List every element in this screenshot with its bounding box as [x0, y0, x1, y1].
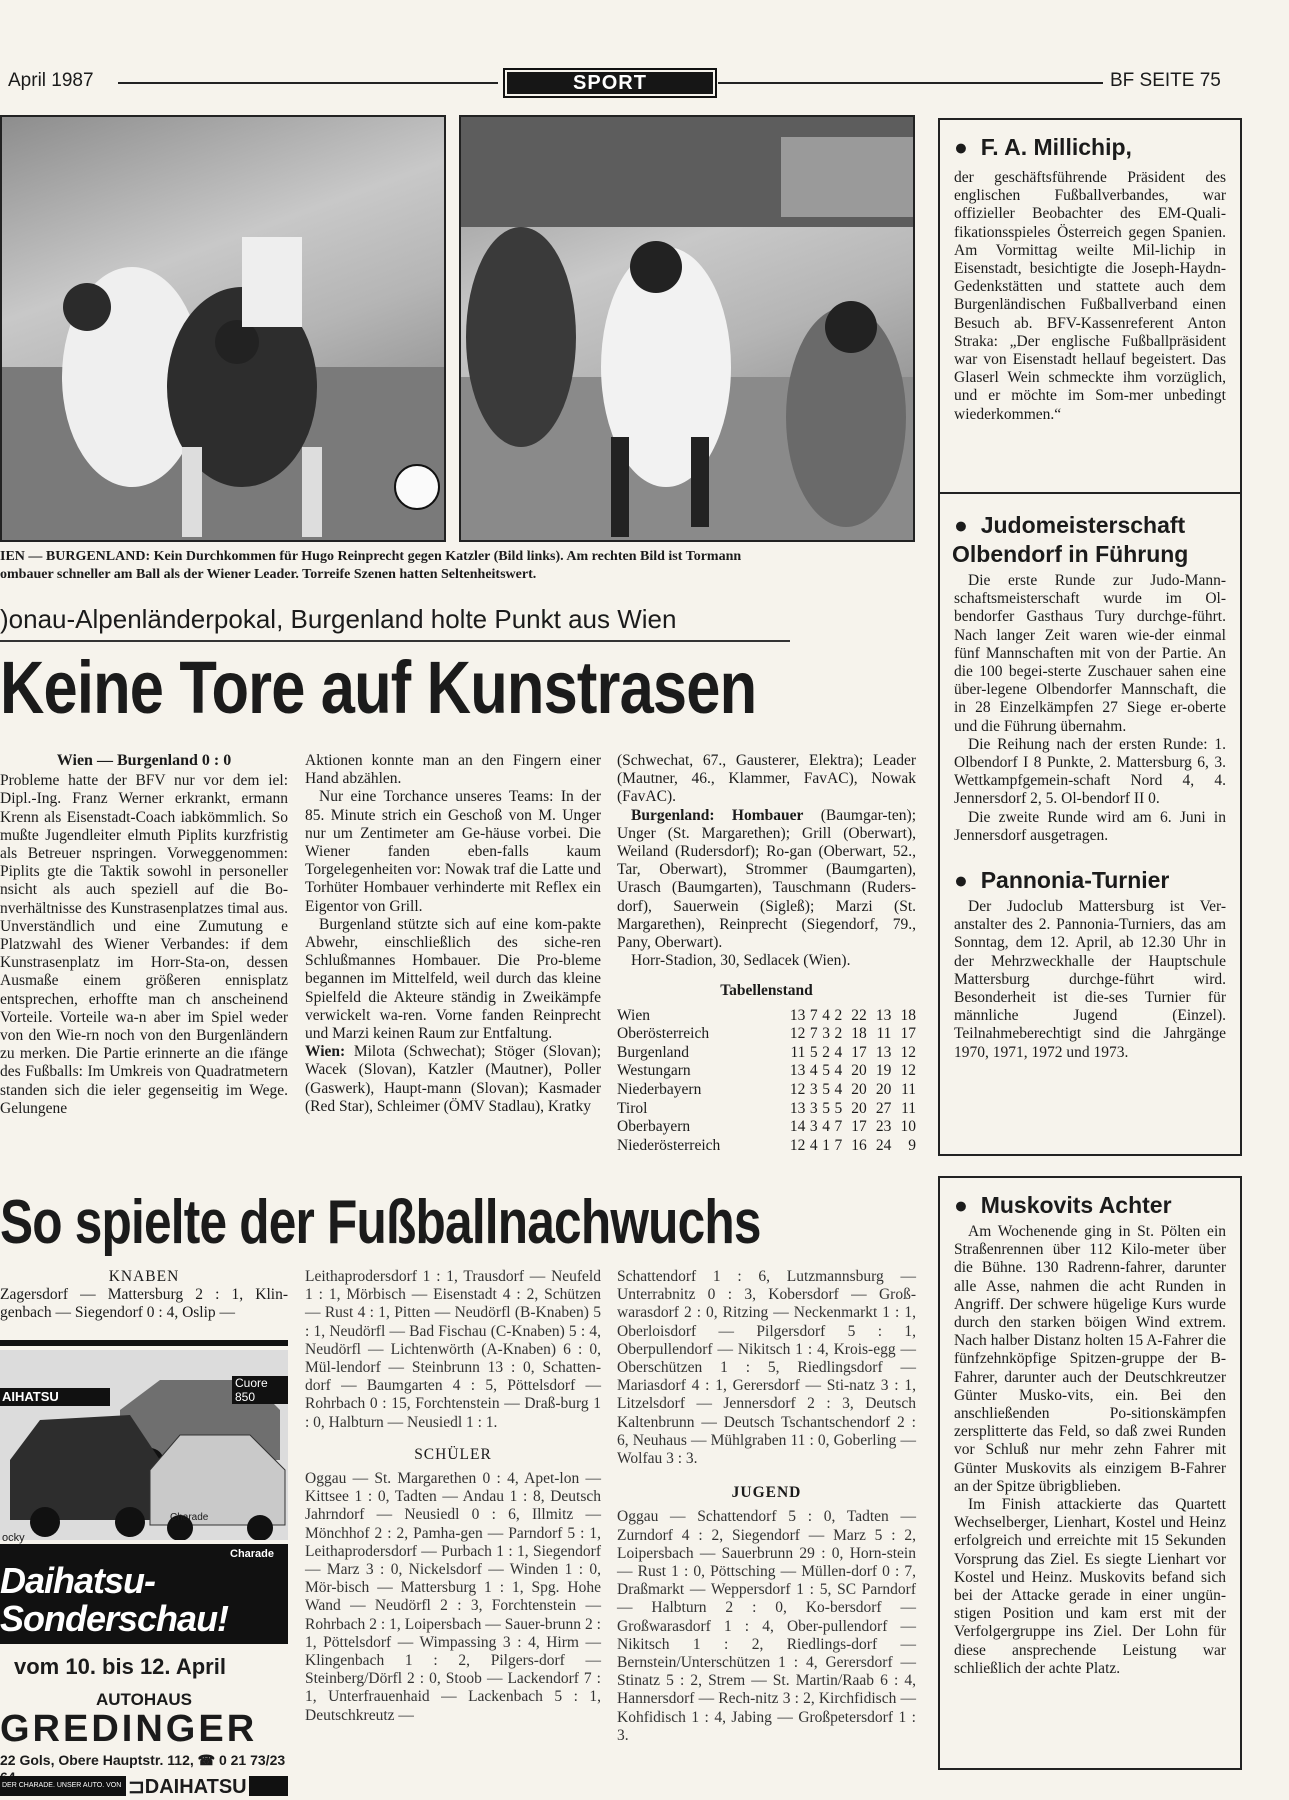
table-cell: 7: [834, 1136, 843, 1154]
standings-table: [617, 1007, 916, 1156]
table-cell: 12: [789, 1025, 806, 1043]
photo-soccer-icon: [2, 117, 444, 540]
ad-dealer-label: AUTOHAUS: [95, 1690, 193, 1709]
table-cell: 3: [822, 1025, 830, 1043]
table-row: [617, 1081, 916, 1100]
table-cell: 20: [851, 1081, 867, 1099]
judo-paragraph-2: Die Reihung nach der ersten Runde: 1. Olbendorf I 8 Punkte, 2. Mattersburg 6, 3. Wettkampfgemein-schaft Nord 4, 4. Jennersdorf 2, 5. Ol-bendorf II 0.: [954, 735, 1226, 808]
table-cell: 2: [834, 1025, 843, 1043]
ad-footer-brand: [126, 1774, 249, 1799]
table-cell: 11: [790, 1043, 806, 1061]
table-cell: 7: [809, 1006, 818, 1024]
nachwuchs-headline: So spielte der Fußballnachwuchs: [0, 1188, 761, 1257]
nachwuchs-column-3: [617, 1268, 916, 1745]
millichip-text: der geschäftsführende Präsident des englischen Fußballverbandes, war offizieller Beobachter des EM-Quali-fikationsspieles Österreich gegen Spanien. Am Vormittag weilte Mil-lichip in Eisenstadt, besichtigte die Joseph-Haydn-Gedenkstätten und stattete auch dem Burgenländischen Fußballverband einen Besuch ab. BFV-Kassenreferent Anton Straka: „Der englische Fußballpräsident war von Eisenstadt hellauf begeistert. Das Glaserl Wein schmeckte ihm vorzüglich, und er möchte im Som-mer unbedingt wiederkommen.“: [954, 169, 1226, 423]
table-cell: 5: [834, 1099, 843, 1117]
col2-paragraph-3: Burgenland stützte sich auf eine kom-pakte Abwehr, einschließlich des siche-ren Schlußmannes Hombauer. Die Pro-bleme begannen im Mittelfeld, weil durch das kleine Spielfeld die Akteure ständig in Zweikämpfe verwickelt wa-ren. Vorne fanden Reinprecht und Marzi keinen Raum zur Entfaltung.: [305, 915, 601, 1043]
muskovits-title-text: Muskovits Achter: [980, 1192, 1172, 1218]
daihatsu-logo-icon: ⊐: [128, 1776, 145, 1798]
pannonia-title-text: Pannonia-Turnier: [980, 867, 1170, 894]
caption-line-2: ombauer schneller am Ball als der Wiener Leader. Torreife Szenen hatten Seltenheitswert.: [0, 567, 537, 582]
table-cell: 17: [851, 1043, 867, 1061]
table-cell: 5: [822, 1081, 830, 1099]
table-cell: 2: [822, 1043, 830, 1061]
table-cell: 4: [834, 1081, 843, 1099]
table-cell: 12: [900, 1043, 916, 1061]
table-cell: 13: [789, 1062, 806, 1080]
col3-paragraph-1: (Schwechat, 67., Gausterer, Elektra); Leader (Mautner, 46., Klammer, FavAC), Nowak (FavAC).: [617, 752, 916, 806]
judo-title-line2: Olbendorf in Führung: [952, 541, 1189, 567]
col3-paragraph-3: Horr-Stadion, 30, Sedlacek (Wien).: [631, 952, 851, 970]
table-cell: 4: [822, 1006, 830, 1024]
lineup-wien-text: Milota (Schwechat); Stöger (Slovan); Wacek (Slovan), Katzler (Mautner), Poller (Gaswerk), Haupt-mann (Slovan); Kasmader (Red Star), Schleimer (ÖMV Stadlau), Kratky: [305, 1043, 601, 1115]
table-cell: 13: [875, 1043, 892, 1061]
caption-line-1: IEN — BURGENLAND: Kein Durchkommen für Hugo Reinprecht gegen Katzler (Bild links). Am rechten Bild ist Tormann: [0, 549, 742, 564]
nachwuchs-column-2: [305, 1268, 601, 1725]
photo-soccer-icon: [461, 117, 913, 540]
bullet-icon: ●: [954, 512, 968, 538]
car-label-charade: Charade: [170, 1512, 209, 1523]
table-cell: 3: [809, 1118, 818, 1136]
table-row: [617, 1137, 916, 1156]
table-cell: 22: [851, 1006, 867, 1024]
table-row: [617, 1044, 916, 1063]
schueler-heading: SCHÜLER: [414, 1445, 492, 1463]
ad-address: 22 Gols, Obere Hauptstr. 112, ☎ 0 21 73/23: [0, 1752, 286, 1768]
col2-paragraph-2: Nur eine Torchance unseres Teams: In der 85. Minute strich ein Geschoß von M. Unger nur um Zentimeter am Ge-häuse vorbei. Die Wiener fanden eben-falls kaum Torgelegenheiten vor: Nowak traf die Latte und Torhüter Hombauer verhinderte mit Reflex ein Eigentor von Grill.: [305, 788, 601, 915]
header-rule-left: [118, 82, 498, 84]
ad-headline-2: Sonderschau!: [0, 1598, 229, 1639]
table-cell: 24: [875, 1136, 892, 1154]
table-cell: 11: [876, 1025, 892, 1043]
ad-footer-small: DER CHARADE. UNSER AUTO. VON: [2, 1782, 122, 1789]
table-cell: 13: [789, 1006, 806, 1024]
table-cell: 17: [900, 1025, 916, 1043]
table-row: [617, 1118, 916, 1137]
table-cell: 20: [851, 1062, 867, 1080]
knaben-heading: KNABEN: [108, 1268, 180, 1285]
table-cell: 14: [789, 1118, 806, 1136]
table-cell: 16: [851, 1136, 867, 1154]
match-result-heading: Wien — Burgenland 0 : 0: [56, 752, 232, 769]
team-name: Wien: [617, 1006, 650, 1024]
table-cell: 4: [834, 1043, 843, 1061]
table-cell: 3: [809, 1081, 818, 1099]
table-cell: 4: [809, 1136, 818, 1154]
ad-dealer-name: GREDINGER: [0, 1708, 258, 1750]
article-column-1: [0, 752, 288, 1118]
table-cell: 1: [822, 1136, 830, 1154]
table-row: [617, 1025, 916, 1044]
muskovits-paragraph-1: Am Wochenende ging in St. Pölten ein Straßenrennen über 112 Kilo-meter über die Bühne. 130 Radrenn-fahrer, darunter alle Asse, nahmen die acht Runden in Angriff. Der schwere hügelige Kurs wurde durch den starken böigen Wind extrem. Nach halber Distanz holten 15 A-Fahrer die fünfzehnköpfige Spitzen-gruppe der B-Fahrer, darunter auch der Deutschkreutzer Günter Musko-vits, ein. Bei den anschließenden Po-sitionskämpfen zersplitterte das Feld, so daß zwei Runden vor Schluß nur mehr zehn Fahrer mit Günter Muskovits als einzigem B-Fahrer an der Spitze übrigblieben.: [954, 1223, 1226, 1495]
ad-brand-top: AIHATSU: [2, 1389, 59, 1404]
table-row: [617, 1007, 916, 1026]
table-cell: 12: [789, 1136, 806, 1154]
table-cell: 4: [809, 1062, 818, 1080]
knaben-section: [0, 1268, 288, 1323]
team-name: Burgenland: [617, 1043, 690, 1061]
lineup-burgenland-label: Burgenland: Hombauer: [631, 806, 804, 824]
judo-title: [954, 512, 1240, 539]
lineup-wien-label: Wien:: [305, 1043, 346, 1061]
team-name: Niederbayern: [617, 1081, 702, 1099]
muskovits-box: [938, 1176, 1242, 1770]
team-name: Niederösterreich: [617, 1136, 721, 1154]
table-cell: 7: [834, 1118, 843, 1136]
photo-left: [0, 115, 446, 542]
table-cell: 20: [851, 1099, 867, 1117]
header-rule-right: [718, 82, 1103, 84]
pannonia-text: [954, 898, 1226, 1062]
car-label-rocky: ocky: [2, 1532, 25, 1544]
article-column-3: [617, 752, 916, 1155]
millichip-title: [954, 134, 1240, 161]
ad-dates: vom 10. bis 12. April: [14, 1654, 226, 1679]
team-name: Oberösterreich: [617, 1025, 710, 1043]
main-headline: Keine Tore auf Kunstrasen: [0, 646, 757, 729]
ad-headline-block: [0, 1544, 288, 1644]
table-cell: 18: [900, 1006, 916, 1024]
car-label-cuore: Cuore 850: [232, 1376, 288, 1404]
jugend-heading: JUGEND: [731, 1484, 802, 1502]
team-name: Tirol: [617, 1099, 648, 1117]
pannonia-paragraph: Der Judoclub Mattersburg ist Ver-anstalter des 2. Pannonia-Turniers, das am Sonntag, dem 12. April, ab 12.30 Uhr in der Mehrzweckhalle der Hauptschule Mattersburg durchge-führt wird. Besonderheit ist die-ses Turnier für männliche Jugend (Einzel). Teilnahmeberechtigt sind die Jahrgänge 1970, 1971, 1972 und 1973.: [954, 898, 1226, 1061]
muskovits-text: [954, 1223, 1226, 1678]
article-kicker: )onau-Alpenländerpokal, Burgenland holte Punkt aus Wien: [0, 604, 677, 634]
table-cell: 9: [908, 1136, 916, 1154]
article-col1-text: Probleme hatte der BFV nur vor dem iel: Dipl.-Ing. Franz Werner erkrankt, ermann Krenn als Eisenstadt-Coach iabkömmlich. So mußte Jugendleiter elmuth Piplits kurzfristig als Betreuer nspringen. Vorweggenommen: Piplits gte die Taktik sowohl in personeller nsicht als auch speziell auf die Bo-nverhältnisse des Kunstrasenplatzes timal aus. Unverständlich und eine Zumutung e Platzwahl des Wiener Verbandes: if dem Kunstrasenplatz im Horr-Sta-on, dessen Ausmaße einem größeren ennisplatz entsprechen, erhoffte man ch anscheinend Vorteile. Vorteile wa-n aber im Spiel weder von den Wie-rn noch von den Burgenländern zu merken. Die Partie erinnerte an die ıfänge des Fußballs: Im Umkreis von Quadratmetern standen sich die ieler gegenseitig im Wege. Gelungene: [0, 772, 288, 1117]
table-cell: 13: [789, 1099, 806, 1117]
judo-text: [954, 572, 1226, 845]
judo-box: [938, 492, 1242, 1156]
article-column-2: [305, 752, 601, 1116]
muskovits-paragraph-2: Im Finish attackierte das Quartett Wechselberger, Lienhart, Kostel und Heinz erfolgreich und erreichte mit 15 Sekunden Vorsprung das Ziel. Es siegte Lienhart vor Kostel und Heinz. Muskovits befand sich bei der Attacke gerade in einer ungün-stigen Position und kam erst mit der Verfolgergruppe ins Ziel. Der Lohn für diese ansprechende Leistung war schließlich der achte Platz.: [954, 1496, 1226, 1677]
table-cell: 18: [851, 1025, 867, 1043]
table-cell: 11: [901, 1099, 916, 1117]
table-cell: 4: [822, 1118, 830, 1136]
table-cell: 4: [834, 1062, 843, 1080]
table-cell: 12: [789, 1081, 806, 1099]
millichip-box: [938, 118, 1242, 494]
knaben-text: Zagersdorf — Mattersburg 2 : 1, Klin-genbach — Siegendorf 0 : 4, Oslip —: [0, 1286, 288, 1322]
table-cell: 19: [875, 1062, 892, 1080]
bullet-icon: ●: [954, 134, 968, 160]
ad-headline-1: Daihatsu-: [0, 1560, 156, 1601]
table-title: Tabellenstand: [720, 982, 813, 1000]
muskovits-title: [954, 1192, 1240, 1219]
table-cell: 3: [809, 1099, 818, 1117]
table-cell: 7: [809, 1025, 818, 1043]
schueler-results: Oggau — St. Margarethen 0 : 4, Apet-lon — Kittsee 1 : 0, Tadten — Andau 1 : 8, Deutsch Jahrndorf — Neusiedl 0 : 6, Illmitz — Mönchhof 2 : 2, Pamha-gen — Parndorf 5 : 1, Leithaprodersdorf — Purbach 1 : 1, Siegendorf — Marz 3 : 0, Nickelsdorf — Winden 1 : 0, Mör-bisch — Mattersburg 1 : 1, Spg. Hohe Wand — Neudörfl 2 : 3, Forchtenstein — Rohrbach 2 : 1, Loipersbach — Sauer-brunn 2 : 1, Pöttelsdorf — Wimpassing 3 : 4, Hirm — Klingenbach 1 : 2, Pilgers-dorf — Steinberg/Dörfl 2 : 0, Stoob — Lackendorf 7 : 1, Unterfrauenhaid — Lackenbach 5 : 1, Deutschkreutz —: [305, 1470, 601, 1724]
ad-charade-label: Charade: [230, 1548, 275, 1560]
team-name: Westungarn: [617, 1062, 691, 1080]
bullet-icon: ●: [954, 1192, 968, 1218]
table-cell: 10: [900, 1118, 916, 1136]
bullet-icon: ●: [954, 867, 968, 894]
table-row: [617, 1100, 916, 1119]
table-cell: 5: [822, 1099, 830, 1117]
photo-right: [459, 115, 915, 542]
pannonia-title: [954, 867, 1240, 894]
judo-paragraph-3: Die zweite Runde wird am 6. Juni in Jennersdorf ausgetragen.: [954, 808, 1226, 844]
judo-paragraph-1: Die erste Runde zur Judo-Mann-schaftsmeisterschaft wurde im Ol-bendorfer Gasthaus Tury durchge-führt. Nach langer Zeit waren wie-der einmal fünf Mannschaften mit von der Partie. An die 100 begei-sterte Zuschauer sahen eine über-legene Olbendorfer Mannschaft, die in 28 Einzelkämpfen 27 Siege er-oberte und die Führung übernahm.: [954, 572, 1226, 735]
lineup-burgenland-text: (Baumgar-ten); Unger (St. Margarethen); Grill (Oberwart), Weiland (Rudersdorf); Ro-gan (Oberwart, 52., Tar, Oberwart), Strommer (Baumgarten), Urasch (Baumgarten), Tauschmann (Ruders-dorf), Sauerwein (Sigleß); Marzi (St. Margarethen), Reinprecht (Siegendorf, 79., Pany, Oberwart).: [617, 806, 916, 952]
table-cell: 20: [875, 1081, 892, 1099]
jugend-results: Oggau — Schattendorf 5 : 0, Tadten — Zurndorf 4 : 2, Siegendorf — Marz 5 : 2, Loipersbach — Sauerbrunn 29 : 0, Horn-stein — Rust 1 : 0, Pöttsching — Müllen-dorf 0 : 7, Draßmarkt — Weppersdorf 1 : 5, SC Parndorf — Halbturn 2 : 0, Ko-bersdorf — Großwarasdorf 1 : 4, Ober-pullendorf — Nikitsch 1 : 2, Riedlings-dorf — Bernstein/Unterschützen 1 : 4, Gerersdorf — Stinatz 5 : 2, Strem — St. Martin/Raab 6 : 4, Hannersdorf — Rech-nitz 3 : 2, Kirchfidisch — Kohfidisch 1 : 4, Jabing — Großpetersdorf 1 : 3.: [617, 1508, 916, 1744]
table-cell: 5: [822, 1062, 830, 1080]
table-row: [617, 1062, 916, 1081]
photo-caption: [0, 548, 910, 584]
table-cell: 27: [875, 1099, 892, 1117]
millichip-title-text: F. A. Millichip,: [980, 134, 1132, 160]
table-cell: 23: [875, 1118, 892, 1136]
table-cell: 5: [809, 1043, 818, 1061]
col2-paragraph-1: Aktionen konnte man an den Fingern einer Hand abzählen.: [305, 752, 601, 788]
schueler-results-cont: Schattendorf 1 : 6, Lutzmannsburg — Unterrabnitz 0 : 3, Kobersdorf — Groß-warasdorf 2 : 0, Ritzing — Neckenmarkt 1 : 1, Oberloisdorf — Pilgersdorf 5 : 1, Oberpullendorf — Nikitsch 1 : 4, Krois-egg — Oberschützen 1 : 5, Riedlingsdorf — Mariasdorf 4 : 1, Gerersdorf — Sti-natz 3 : 1, Litzelsdorf — Jennersdorf 2 : 3, Deutsch Kaltenbrunn — Deutsch Tschantschendorf 2 : 6, Neuhaus — Mühlgraben 11 : 0, Goberling — Wolfau 3 : 3.: [617, 1268, 916, 1468]
section-label: SPORT: [503, 68, 717, 98]
ad-footer-brand-text: DAIHATSU: [144, 1776, 247, 1798]
kicker-underline: [0, 640, 790, 642]
daihatsu-ad: [0, 1340, 288, 1798]
judo-title-line1: Judomeisterschaft: [980, 512, 1186, 538]
team-name: Oberbayern: [617, 1118, 691, 1136]
ad-top-border: [0, 1340, 288, 1346]
issue-date: April 1987: [8, 70, 94, 91]
page-number: BF SEITE 75: [1110, 70, 1221, 91]
table-cell: 13: [875, 1006, 892, 1024]
table-cell: 17: [851, 1118, 867, 1136]
table-cell: 2: [834, 1006, 843, 1024]
table-cell: 12: [900, 1062, 916, 1080]
knaben-results-cont: Leithaprodersdorf 1 : 1, Trausdorf — Neufeld 1 : 1, Mörbisch — Eisenstadt 4 : 2, Schützen — Rust 4 : 1, Pitten — Neudörfl (B-Knaben) 5 : 1, Neudörfl — Bad Fischau (C-Knaben) 5 : 4, Neudörfl — Lichtenwörth (A-Knaben) 6 : 0, Mül-lendorf — Steinbrunn 13 : 0, Schatten-dorf — Baumgarten 4 : 5, Pöttelsdorf — Rohrbach 0 : 15, Forchtenstein — Draß-burg 1 : 0, Halbturn — Neusiedl 1 : 1.: [305, 1268, 601, 1431]
table-cell: 11: [901, 1081, 916, 1099]
